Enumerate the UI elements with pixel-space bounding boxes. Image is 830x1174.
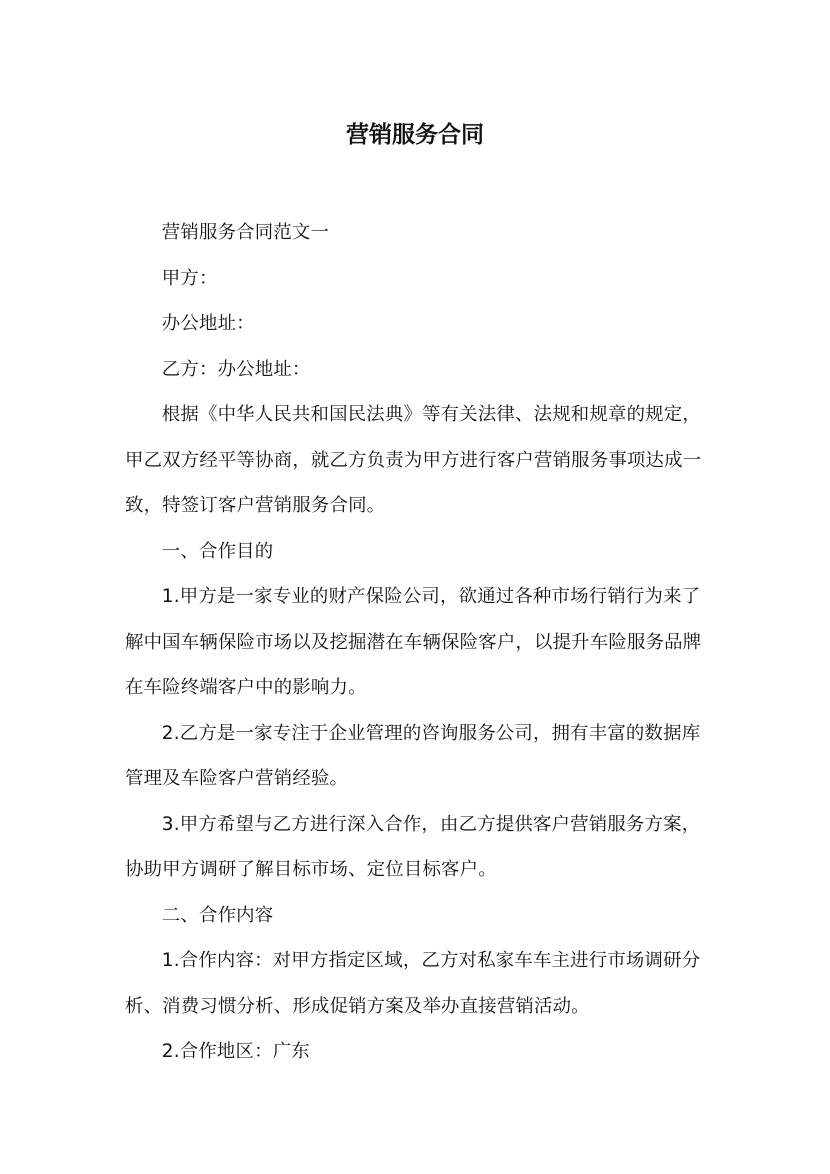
section-heading: 一、合作目的 (161, 540, 274, 562)
document-body (125, 210, 715, 1075)
paragraph: 1.甲方是一家专业的财产保险公司，欲通过各种市场行销行为来了解中国车辆保险市场以及挖掘潜在车辆保险客户，以提升车险服务品牌在车险终端客户中的影响力。 (125, 586, 702, 698)
document-title: 营销服务合同 (346, 122, 484, 148)
section-heading: 二、合作内容 (161, 904, 274, 926)
paragraph: 甲方： (161, 267, 218, 289)
paragraph: 办公地址： (161, 313, 255, 334)
paragraph: 2.乙方是一家专注于企业管理的咨询服务公司，拥有丰富的数据库管理及车险客户营销经验。 (125, 722, 701, 789)
paragraph: 乙方：办公地址： (161, 358, 311, 380)
paragraph: 1.合作内容：对甲方指定区域，乙方对私家车车主进行市场调研分析、消费习惯分析、形成促销方案及举办直接营销活动。 (125, 950, 701, 1017)
paragraph: 根据《中华人民共和国民法典》等有关法律、法规和规章的规定，甲乙双方经平等协商，就乙方负责为甲方进行客户营销服务事项达成一致，特签订客户营销服务合同。 (125, 404, 702, 516)
paragraph: 营销服务合同范文一 (161, 222, 330, 243)
paragraph: 3.甲方希望与乙方进行深入合作，由乙方提供客户营销服务方案，协助甲方调研了解目标市场、定位目标客户。 (125, 813, 701, 880)
paragraph: 2.合作地区：广东 (161, 1041, 310, 1062)
